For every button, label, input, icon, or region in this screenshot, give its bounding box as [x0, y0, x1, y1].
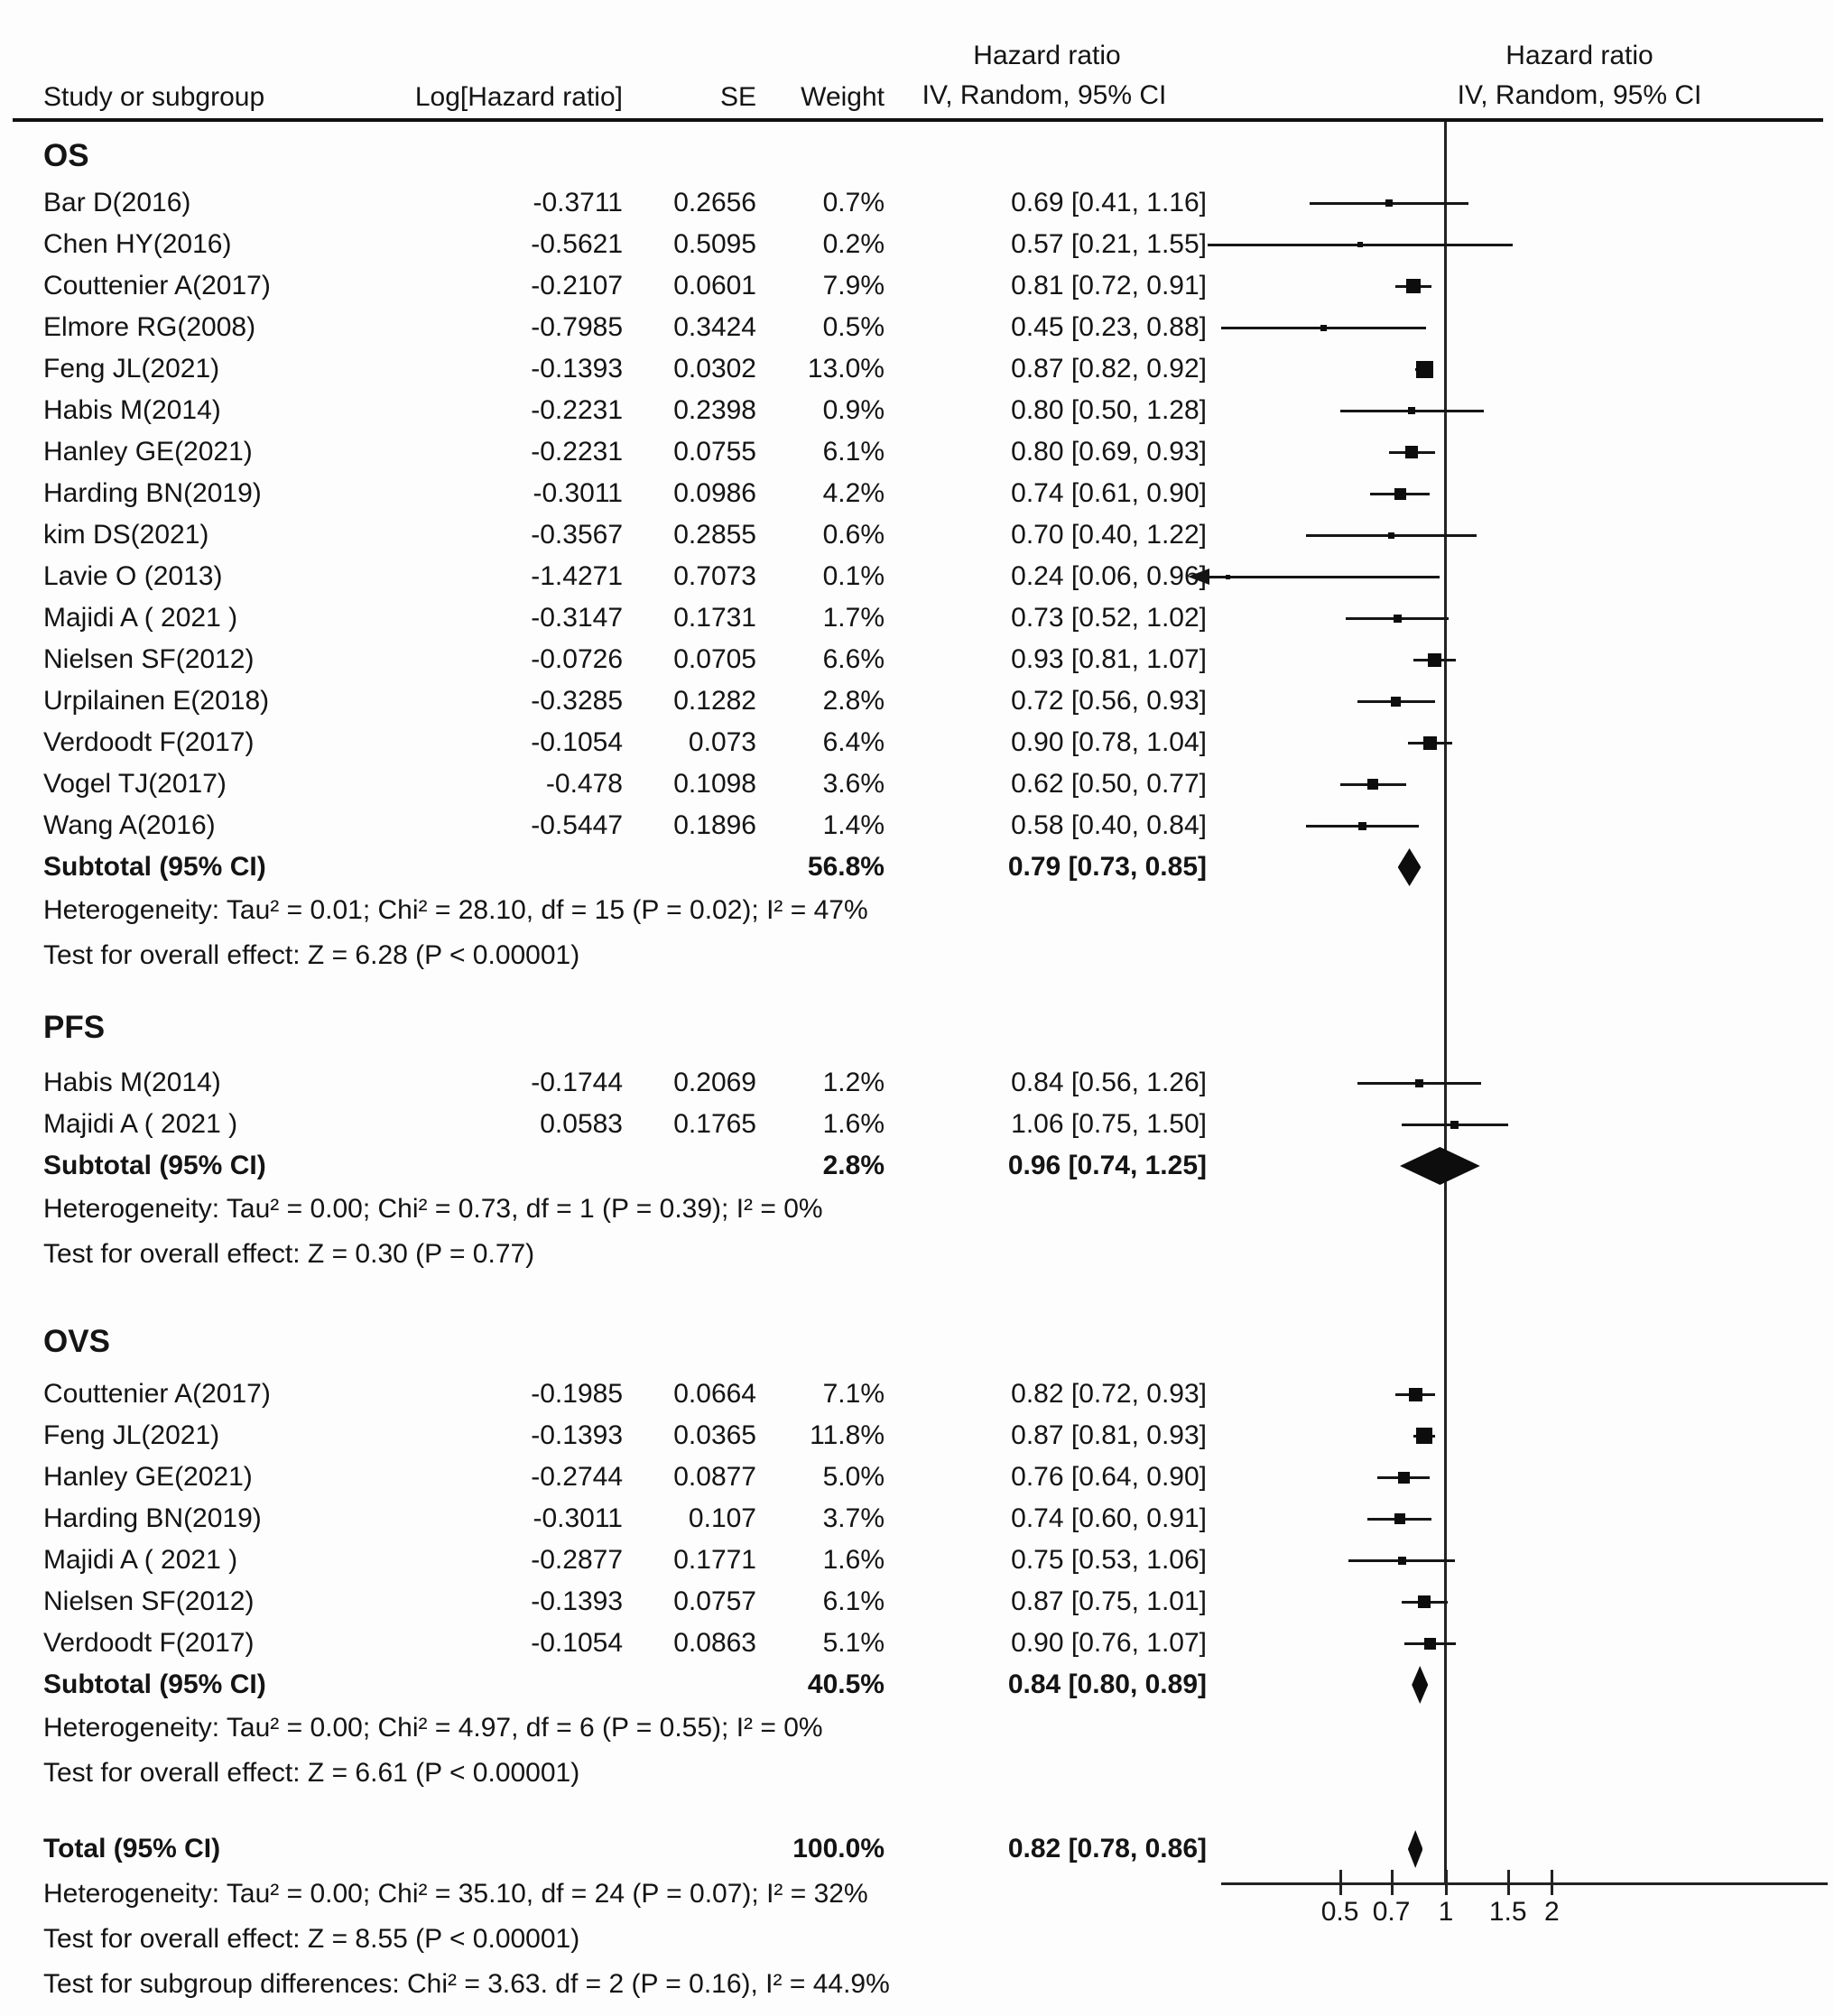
study-name: Bar D(2016)	[43, 188, 191, 217]
se-value: 0.3424	[673, 312, 756, 342]
point-estimate-marker	[1367, 779, 1378, 790]
log-hazard-ratio-value: -1.4271	[531, 561, 623, 591]
hazard-ratio-ci-text: 0.45 [0.23, 0.88]	[1011, 312, 1207, 342]
subtotal-label: Subtotal (95% CI)	[43, 852, 266, 882]
point-estimate-marker	[1408, 407, 1415, 414]
point-estimate-marker	[1423, 736, 1437, 750]
log-hazard-ratio-value: -0.1985	[531, 1379, 623, 1409]
se-value: 0.0705	[673, 644, 756, 674]
se-value: 0.0863	[673, 1628, 756, 1658]
weight-value: 6.6%	[822, 644, 885, 674]
log-hazard-ratio-value: -0.2107	[531, 271, 623, 301]
hazard-ratio-ci-text: 0.58 [0.40, 0.84]	[1011, 810, 1207, 840]
log-hazard-ratio-value: -0.3011	[533, 1503, 623, 1533]
point-estimate-marker	[1320, 325, 1327, 331]
se-value: 0.0601	[673, 271, 756, 301]
weight-value: 0.2%	[822, 229, 885, 259]
study-name: Couttenier A(2017)	[43, 1379, 271, 1409]
ci-column-title: Hazard ratio	[973, 41, 1121, 70]
se-value: 0.5095	[673, 229, 756, 259]
study-name: Lavie O (2013)	[43, 561, 223, 591]
hazard-ratio-ci-text: 0.90 [0.76, 1.07]	[1011, 1628, 1207, 1658]
hazard-ratio-ci-text: 0.70 [0.40, 1.22]	[1011, 520, 1207, 550]
weight-value: 1.4%	[822, 810, 885, 840]
plot-column-title: Hazard ratio	[1505, 41, 1653, 70]
point-estimate-marker	[1391, 697, 1401, 707]
se-value: 0.073	[688, 727, 756, 757]
hazard-ratio-ci-text: 0.57 [0.21, 1.55]	[1011, 229, 1207, 259]
reference-line	[1444, 122, 1447, 1884]
heterogeneity-text: Heterogeneity: Tau² = 0.00; Chi² = 4.97, df = 6 (P = 0.55); I² = 0%	[43, 1713, 823, 1743]
weight-value: 100.0%	[792, 1834, 885, 1863]
se-value: 0.1765	[673, 1109, 756, 1139]
weight-value: 2.8%	[822, 686, 885, 716]
weight-value: 40.5%	[807, 1669, 885, 1699]
log-hazard-ratio-value: -0.1393	[531, 354, 623, 384]
study-name: Majidi A ( 2021 )	[43, 603, 238, 633]
study-name: Vogel TJ(2017)	[43, 769, 227, 799]
se-value: 0.0755	[673, 437, 756, 467]
hazard-ratio-ci-text: 0.90 [0.78, 1.04]	[1011, 727, 1207, 757]
x-axis-tick-label: 0.7	[1372, 1897, 1411, 1927]
se-value: 0.2656	[673, 188, 756, 217]
se-value: 0.7073	[673, 561, 756, 591]
point-estimate-marker	[1394, 488, 1406, 500]
total-label: Total (95% CI)	[43, 1834, 221, 1863]
col-header-study: Study or subgroup	[43, 82, 265, 112]
log-hazard-ratio-value: -0.3147	[531, 603, 623, 633]
se-value: 0.1731	[673, 603, 756, 633]
se-value: 0.2069	[673, 1068, 756, 1097]
study-name: Hanley GE(2021)	[43, 1462, 253, 1492]
hazard-ratio-ci-text: 0.84 [0.56, 1.26]	[1011, 1068, 1207, 1097]
section-label: OVS	[43, 1324, 110, 1359]
point-estimate-marker	[1357, 242, 1363, 247]
x-axis-tick	[1551, 1870, 1553, 1895]
weight-value: 6.4%	[822, 727, 885, 757]
weight-value: 0.1%	[822, 561, 885, 591]
overall-effect-text: Test for overall effect: Z = 0.30 (P = 0.77)	[43, 1239, 535, 1269]
study-name: Nielsen SF(2012)	[43, 644, 255, 674]
log-hazard-ratio-value: -0.1744	[531, 1068, 623, 1097]
weight-value: 2.8%	[822, 1151, 885, 1180]
se-value: 0.1771	[673, 1545, 756, 1575]
x-axis-tick-label: 1.5	[1488, 1897, 1527, 1927]
header-rule	[13, 118, 1823, 122]
weight-value: 6.1%	[822, 437, 885, 467]
subgroup-differences-text: Test for subgroup differences: Chi² = 3.63. df = 2 (P = 0.16), I² = 44.9%	[43, 1969, 890, 1999]
weight-value: 13.0%	[807, 354, 885, 384]
hazard-ratio-ci-text: 0.80 [0.50, 1.28]	[1011, 395, 1207, 425]
se-value: 0.0877	[673, 1462, 756, 1492]
weight-value: 3.7%	[822, 1503, 885, 1533]
study-name: kim DS(2021)	[43, 520, 209, 550]
hazard-ratio-ci-text: 0.87 [0.81, 0.93]	[1011, 1420, 1207, 1450]
se-value: 0.2855	[673, 520, 756, 550]
study-name: Elmore RG(2008)	[43, 312, 256, 342]
ci-line	[1209, 576, 1440, 578]
se-value: 0.0302	[673, 354, 756, 384]
weight-value: 1.6%	[822, 1545, 885, 1575]
log-hazard-ratio-value: -0.1054	[531, 727, 623, 757]
se-value: 0.0986	[673, 478, 756, 508]
heterogeneity-text: Heterogeneity: Tau² = 0.01; Chi² = 28.10, df = 15 (P = 0.02); I² = 47%	[43, 895, 868, 925]
subtotal-label: Subtotal (95% CI)	[43, 1669, 266, 1699]
log-hazard-ratio-value: -0.2877	[531, 1545, 623, 1575]
x-axis-tick-label: 1	[1438, 1897, 1454, 1927]
hazard-ratio-ci-text: 1.06 [0.75, 1.50]	[1011, 1109, 1207, 1139]
weight-value: 5.1%	[822, 1628, 885, 1658]
point-estimate-marker	[1398, 1557, 1406, 1565]
se-value: 0.107	[688, 1503, 756, 1533]
study-name: Habis M(2014)	[43, 1068, 221, 1097]
weight-value: 6.1%	[822, 1586, 885, 1616]
point-estimate-marker	[1418, 1595, 1431, 1608]
col-header-weight: Weight	[801, 82, 885, 112]
log-hazard-ratio-value: 0.0583	[540, 1109, 623, 1139]
weight-value: 1.6%	[822, 1109, 885, 1139]
study-name: Couttenier A(2017)	[43, 271, 271, 301]
pooled-estimate-diamond	[1412, 1666, 1428, 1704]
weight-value: 0.7%	[822, 188, 885, 217]
pooled-estimate-diamond	[1400, 1147, 1480, 1185]
col-header-log-hazard-ratio: Log[Hazard ratio]	[414, 82, 623, 112]
x-axis-tick	[1339, 1870, 1342, 1895]
log-hazard-ratio-value: -0.5621	[531, 229, 623, 259]
x-axis-tick	[1507, 1870, 1510, 1895]
point-estimate-marker	[1415, 1079, 1423, 1087]
subtotal-label: Subtotal (95% CI)	[43, 1151, 266, 1180]
log-hazard-ratio-value: -0.5447	[531, 810, 623, 840]
weight-value: 7.1%	[822, 1379, 885, 1409]
log-hazard-ratio-value: -0.3567	[531, 520, 623, 550]
study-name: Habis M(2014)	[43, 395, 221, 425]
log-hazard-ratio-value: -0.1393	[531, 1420, 623, 1450]
hazard-ratio-ci-text: 0.74 [0.60, 0.91]	[1011, 1503, 1207, 1533]
point-estimate-marker	[1226, 575, 1230, 579]
hazard-ratio-ci-text: 0.84 [0.80, 0.89]	[1007, 1669, 1207, 1699]
point-estimate-marker	[1388, 532, 1394, 539]
se-value: 0.1098	[673, 769, 756, 799]
point-estimate-marker	[1428, 653, 1441, 667]
point-estimate-marker	[1409, 1388, 1422, 1401]
study-name: Harding BN(2019)	[43, 1503, 262, 1533]
pooled-estimate-diamond	[1398, 848, 1422, 886]
study-name: Wang A(2016)	[43, 810, 216, 840]
study-name: Harding BN(2019)	[43, 478, 262, 508]
point-estimate-marker	[1450, 1121, 1459, 1129]
hazard-ratio-ci-text: 0.75 [0.53, 1.06]	[1011, 1545, 1207, 1575]
weight-value: 3.6%	[822, 769, 885, 799]
hazard-ratio-ci-text: 0.93 [0.81, 1.07]	[1011, 644, 1207, 674]
section-label: OS	[43, 138, 89, 173]
overall-effect-text: Test for overall effect: Z = 8.55 (P < 0.00001)	[43, 1924, 580, 1954]
se-value: 0.0365	[673, 1420, 756, 1450]
weight-value: 1.7%	[822, 603, 885, 633]
heterogeneity-text: Heterogeneity: Tau² = 0.00; Chi² = 0.73, df = 1 (P = 0.39); I² = 0%	[43, 1194, 823, 1224]
log-hazard-ratio-value: -0.2231	[531, 395, 623, 425]
study-name: Nielsen SF(2012)	[43, 1586, 255, 1616]
hazard-ratio-ci-text: 0.62 [0.50, 0.77]	[1011, 769, 1207, 799]
se-value: 0.0757	[673, 1586, 756, 1616]
se-value: 0.1282	[673, 686, 756, 716]
study-name: Verdoodt F(2017)	[43, 1628, 255, 1658]
hazard-ratio-ci-text: 0.72 [0.56, 0.93]	[1011, 686, 1207, 716]
weight-value: 1.2%	[822, 1068, 885, 1097]
x-axis-tick-label: 2	[1544, 1897, 1560, 1927]
log-hazard-ratio-value: -0.3711	[533, 188, 623, 217]
hazard-ratio-ci-text: 0.80 [0.69, 0.93]	[1011, 437, 1207, 467]
point-estimate-marker	[1424, 1638, 1436, 1650]
weight-value: 5.0%	[822, 1462, 885, 1492]
log-hazard-ratio-value: -0.478	[545, 769, 623, 799]
hazard-ratio-ci-text: 0.79 [0.73, 0.85]	[1007, 852, 1207, 882]
ci-clipped-arrow-icon	[1188, 569, 1209, 585]
study-name: Feng JL(2021)	[43, 1420, 220, 1450]
weight-value: 7.9%	[822, 271, 885, 301]
study-name: Hanley GE(2021)	[43, 437, 253, 467]
point-estimate-marker	[1394, 615, 1402, 623]
point-estimate-marker	[1416, 361, 1433, 378]
se-value: 0.0664	[673, 1379, 756, 1409]
log-hazard-ratio-value: -0.7985	[531, 312, 623, 342]
hazard-ratio-ci-text: 0.87 [0.82, 0.92]	[1011, 354, 1207, 384]
point-estimate-marker	[1406, 279, 1421, 293]
study-name: Urpilainen E(2018)	[43, 686, 270, 716]
heterogeneity-text: Heterogeneity: Tau² = 0.00; Chi² = 35.10, df = 24 (P = 0.07); I² = 32%	[43, 1879, 868, 1909]
log-hazard-ratio-value: -0.2231	[531, 437, 623, 467]
log-hazard-ratio-value: -0.1393	[531, 1586, 623, 1616]
weight-value: 0.9%	[822, 395, 885, 425]
hazard-ratio-ci-text: 0.76 [0.64, 0.90]	[1011, 1462, 1207, 1492]
pooled-estimate-diamond	[1408, 1830, 1423, 1868]
hazard-ratio-ci-text: 0.87 [0.75, 1.01]	[1011, 1586, 1207, 1616]
weight-value: 0.6%	[822, 520, 885, 550]
point-estimate-marker	[1358, 822, 1366, 830]
study-name: Majidi A ( 2021 )	[43, 1109, 238, 1139]
point-estimate-marker	[1398, 1472, 1410, 1484]
overall-effect-text: Test for overall effect: Z = 6.28 (P < 0.00001)	[43, 940, 580, 970]
x-axis-tick	[1445, 1870, 1448, 1895]
study-name: Majidi A ( 2021 )	[43, 1545, 238, 1575]
study-name: Chen HY(2016)	[43, 229, 232, 259]
log-hazard-ratio-value: -0.0726	[531, 644, 623, 674]
point-estimate-marker	[1394, 1513, 1405, 1524]
weight-value: 56.8%	[807, 852, 885, 882]
se-value: 0.2398	[673, 395, 756, 425]
x-axis-line	[1221, 1882, 1828, 1885]
log-hazard-ratio-value: -0.1054	[531, 1628, 623, 1658]
x-axis-tick-label: 0.5	[1320, 1897, 1359, 1927]
point-estimate-marker	[1416, 1428, 1432, 1444]
hazard-ratio-ci-text: 0.74 [0.61, 0.90]	[1011, 478, 1207, 508]
study-name: Feng JL(2021)	[43, 354, 220, 384]
x-axis-tick	[1391, 1870, 1394, 1895]
log-hazard-ratio-value: -0.3285	[531, 686, 623, 716]
hazard-ratio-ci-text: 0.24 [0.06, 0.96]	[1011, 561, 1207, 591]
section-label: PFS	[43, 1010, 106, 1045]
col-header-se: SE	[719, 82, 756, 112]
overall-effect-text: Test for overall effect: Z = 6.61 (P < 0.00001)	[43, 1758, 580, 1788]
hazard-ratio-ci-text: 0.81 [0.72, 0.91]	[1011, 271, 1207, 301]
hazard-ratio-ci-text: 0.69 [0.41, 1.16]	[1011, 188, 1207, 217]
hazard-ratio-ci-text: 0.96 [0.74, 1.25]	[1007, 1151, 1207, 1180]
se-value: 0.1896	[673, 810, 756, 840]
hazard-ratio-ci-text: 0.82 [0.72, 0.93]	[1011, 1379, 1207, 1409]
log-hazard-ratio-value: -0.2744	[531, 1462, 623, 1492]
hazard-ratio-ci-text: 0.82 [0.78, 0.86]	[1007, 1834, 1207, 1863]
weight-value: 11.8%	[810, 1420, 885, 1450]
hazard-ratio-ci-text: 0.73 [0.52, 1.02]	[1011, 603, 1207, 633]
point-estimate-marker	[1385, 199, 1393, 207]
ci-column-subtitle: IV, Random, 95% CI	[922, 80, 1167, 110]
study-name: Verdoodt F(2017)	[43, 727, 255, 757]
weight-value: 0.5%	[822, 312, 885, 342]
plot-column-subtitle: IV, Random, 95% CI	[1457, 80, 1702, 110]
log-hazard-ratio-value: -0.3011	[533, 478, 623, 508]
point-estimate-marker	[1405, 446, 1418, 458]
weight-value: 4.2%	[822, 478, 885, 508]
